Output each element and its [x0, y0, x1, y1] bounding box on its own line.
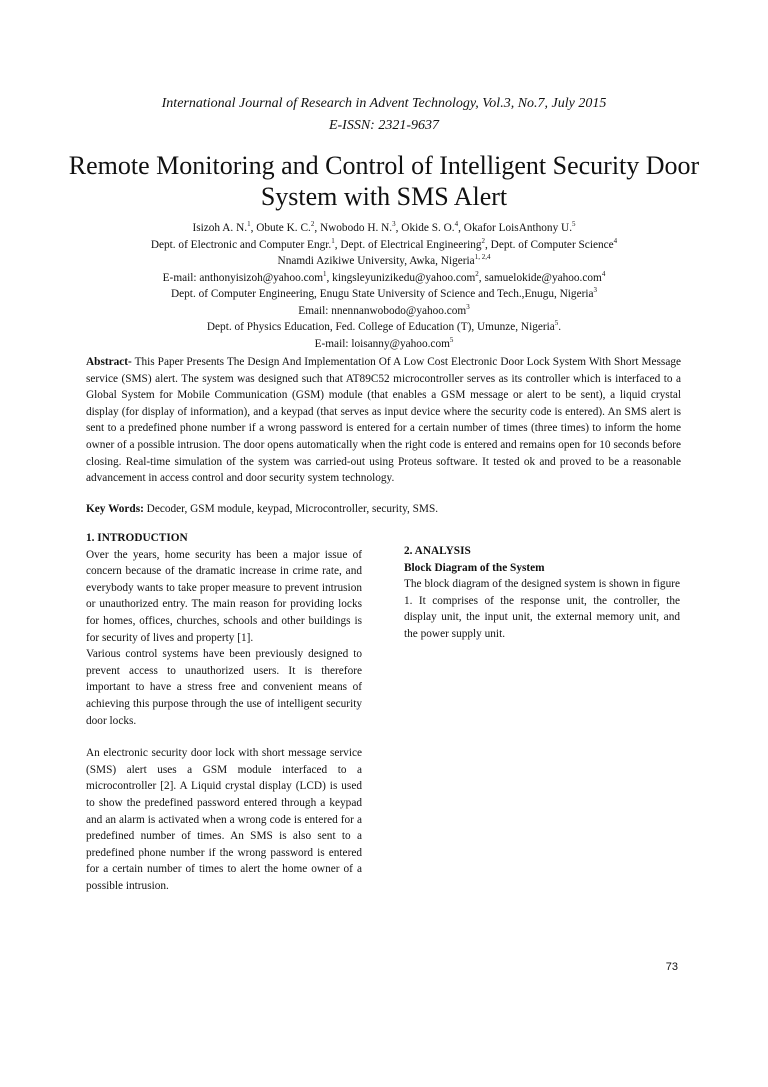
- affiliation-mark: 5: [572, 220, 576, 229]
- author-name: , Obute K. C.: [250, 222, 311, 234]
- author-email-3: [80, 303, 688, 320]
- paragraph: Various control systems have been previously designed to prevent access to unauthorized users. It is therefore important to have a stress free and convenient means of achieving this purpose through the use of intelligent security door locks.: [86, 648, 362, 727]
- affiliation-mark: 3: [466, 302, 470, 311]
- affiliation-mark: 5: [554, 319, 559, 328]
- journal-issn: E-ISSN: 2321-9637: [328, 118, 440, 133]
- author-name: , Nwobodo H. N.: [314, 222, 393, 234]
- affiliation-departments: [80, 237, 688, 254]
- affiliation-mark: 2: [481, 236, 486, 245]
- keywords: [86, 501, 681, 518]
- affiliation-mark: 5: [449, 335, 454, 344]
- author-name: , Okafor LoisAnthony U.: [458, 222, 573, 234]
- email: E-mail: anthonyisizoh@yahoo.com: [162, 271, 324, 284]
- affiliation-mark: 3: [593, 286, 598, 295]
- department: Dept. of Computer Engineering, Enugu State University of Science and Tech.,Enugu, Nigeria: [170, 288, 594, 300]
- keywords-text: Decoder, GSM module, keypad, Microcontroller, security, SMS.: [143, 503, 439, 515]
- section-heading: 2. ANALYSIS: [404, 545, 471, 557]
- subsection-heading: Block Diagram of the System: [404, 561, 545, 574]
- affiliation-mark: 1, 2,4: [474, 253, 491, 262]
- department: , Dept. of Computer Science: [485, 238, 614, 251]
- email: , samuelokide@yahoo.com: [478, 271, 602, 284]
- paper-title: Remote Monitoring and Control of Intelligent Security Door System with SMS Alert: [68, 151, 700, 211]
- left-column: [86, 530, 362, 894]
- paragraph: The block diagram of the designed system is shown in figure 1. It comprises of the response unit, the controller, the display unit, the input unit, the external memory unit, and the power supply unit.: [404, 578, 680, 640]
- department: Dept. of Electronic and Computer Engr.: [150, 238, 332, 251]
- affiliation-mark: 1: [323, 269, 327, 278]
- email: , kingsleyunizikedu@yahoo.com: [326, 271, 476, 284]
- author-name: Isizoh A. N.: [192, 222, 248, 234]
- punctuation: .: [558, 321, 562, 333]
- email: E-mail: loisanny@yahoo.com: [314, 337, 450, 350]
- right-column: [404, 543, 680, 643]
- abstract-text: This Paper Presents The Design And Implementation Of A Low Cost Electronic Door Lock System With Short Message service (SMS) alert. The system was designed such that AT89C52 microcontroller serves as its controller which is interfaced to a Global System for Mobile Communication (GSM) module (that enables a GSM message or alert to be sent), a liquid crystal display (for display of information), and a keypad (that serves as input device where the security code is entered). An SMS alert is sent to a predefined phone number if a wrong password is entered for a certain number of times (three times) to inform the home owner of a possible intrusion. The door opens automatically when the right code is entered and remains open for 10 seconds before closing. Real-time simulation of the system was carried-out using Proteus software. It tested ok and proved to be a reasonable advancement in access control and door security system technology.: [86, 356, 681, 485]
- author-email-5: [80, 336, 688, 353]
- affiliation-esut: [80, 286, 688, 303]
- affiliation-mark: 1: [331, 236, 335, 245]
- abstract: [86, 354, 681, 487]
- affiliation-mark: 4: [601, 269, 606, 278]
- paragraph: Over the years, home security has been a major issue of concern because of the dramatic increase in crime rate, and everybody wants to take proper measure to prevent intrusion or unauthorized entry. The main reason for providing locks for homes, offices, churches, schools and other buildings is for security of lives and property [1].: [86, 548, 362, 644]
- university: Nnamdi Azikiwe University, Awka, Nigeria: [277, 255, 475, 267]
- affiliation-university: [80, 253, 688, 270]
- affiliation-fce: [80, 319, 688, 336]
- affiliation-mark: 2: [310, 220, 315, 229]
- section-heading: 1. INTRODUCTION: [86, 532, 188, 544]
- department: Dept. of Physics Education, Fed. College of Education (T), Umunze, Nigeria: [206, 321, 555, 333]
- email: Email: nnennanwobodo@yahoo.com: [298, 304, 467, 317]
- journal-header: International Journal of Research in Advent Technology, Vol.3, No.7, July 2015: [161, 96, 607, 111]
- author-block: [80, 220, 688, 352]
- department: , Dept. of Electrical Engineering: [334, 238, 482, 251]
- abstract-label: Abstract-: [86, 356, 132, 368]
- paragraph: An electronic security door lock with short message service (SMS) alert uses a GSM module interfaced to a microcontroller [2]. A Liquid crystal display (LCD) is used to show the predefined password entered through a keypad and an alarm is activated when a wrong code is entered for a predefined number of times. An SMS is also sent to a predefined phone number if the wrong password is entered for a certain number of times to alert the home owner of a possible intrusion.: [86, 747, 362, 892]
- affiliation-mark: 4: [613, 236, 618, 245]
- affiliation-mark: 3: [392, 220, 396, 229]
- page-number: 73: [665, 961, 678, 973]
- affiliation-mark: 1: [247, 220, 251, 229]
- author-emails: [80, 270, 688, 287]
- author-names: [80, 220, 688, 237]
- affiliation-mark: 4: [454, 220, 459, 229]
- keywords-label: Key Words:: [86, 503, 144, 515]
- author-name: , Okide S. O.: [395, 222, 455, 234]
- affiliation-mark: 2: [475, 269, 479, 278]
